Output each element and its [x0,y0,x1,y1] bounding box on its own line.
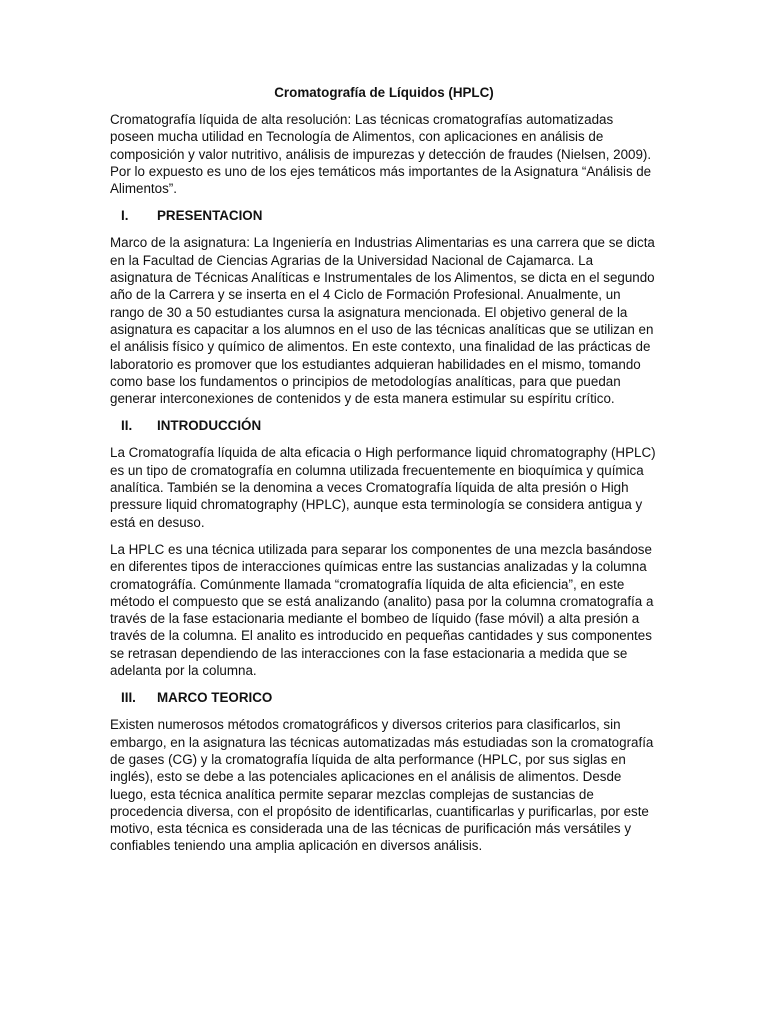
section-heading-introduccion [110,417,658,434]
section-heading-presentacion [110,207,658,224]
section-number: II. [121,418,133,434]
section-title: INTRODUCCIÓN [157,418,262,434]
section-title: MARCO TEORICO [157,690,273,706]
document-title: Cromatografía de Líquidos (HPLC) [274,85,494,100]
section-title: PRESENTACION [157,208,263,224]
intro-paragraph: Cromatografía líquida de alta resolución: Las técnicas cromatografías automatizadas poseen mucha utilidad en Tecnología de Alimentos, con aplicaciones en análisis de composición y valor nutritivo, análisis de impurezas y detección de fraudes (Nielsen, 2009). Por lo expuesto es uno de los ejes temáticos más importantes de la Asignatura “Análisis de Alimentos”. [110,112,652,197]
section-number: I. [121,208,129,224]
section-heading-marco-teorico [110,689,658,706]
section-paragraph: Existen numerosos métodos cromatográficos y diversos criterios para clasificarlos, sin embargo, en la asignatura las técnicas automatizadas más estudiadas son la cromatografía de gases (CG) y la cromatografía líquida de alta performance (HPLC, por sus siglas en inglés), esto se debe a las potenciales aplicaciones en el análisis de alimentos. Desde luego, esta técnica analítica permite separar mezclas complejas de sustancias de procedencia diversa, con el propósito de identificarlas, cuantificarlas y purificarlas, por este motivo, esta técnica es considerada una de las técnicas de purificación más versátiles y confiables teniendo una amplia aplicación en diversos análisis. [110,717,654,854]
section-paragraph: La HPLC es una técnica utilizada para separar los componentes de una mezcla basándose en diferentes tipos de interacciones químicas entre las sustancias analizadas y la columna cromatográfía. Comúnmente llamada “cromatografía líquida de alta eficiencia”, en este método el compuesto que se está analizando (analito) pasa por la columna cromatografía a través de la fase estacionaria mediante el bombeo de líquido (fase móvil) a alta presión a través de la columna. El analito es introducido en pequeñas cantidades y sus componentes se retrasan dependiendo de las interacciones con la fase estacionaria a medida que se adelanta por la columna. [110,541,654,679]
document-body [110,84,658,865]
section-number: III. [121,690,136,706]
section-paragraph: Marco de la asignatura: La Ingeniería en Industrias Alimentarias es una carrera que se dicta en la Facultad de Ciencias Agrarias de la Universidad Nacional de Cajamarca. La asignatura de Técnicas Analíticas e Instrumentales de los Alimentos, se dicta en el segundo año de la Carrera y se inserta en el 4 Ciclo de Formación Profesional. Anualmente, un rango de 30 a 50 estudiantes cursa la asignatura mencionada. El objetivo general de la asignatura es capacitar a los alumnos en el uso de las técnicas analíticas que se utilizan en el análisis físico y químico de alimentos. En este contexto, una finalidad de las prácticas de laboratorio es promover que los estudiantes adquieran habilidades en el mismo, tomando como base los fundamentos o principios de metodologías analíticas, para que puedan generar interconexiones de contenidos y de esta manera estimular su espíritu crítico. [110,235,655,407]
section-paragraph: La Cromatografía líquida de alta eficacia o High performance liquid chromatography (HPLC) es un tipo de cromatografía en columna utilizada frecuentemente en bioquímica y química analítica. También se la denomina a veces Cromatografía líquida de alta presión o High pressure liquid chromatography (HPLC), aunque esta terminología se considera antigua y está en desuso. [110,445,656,530]
